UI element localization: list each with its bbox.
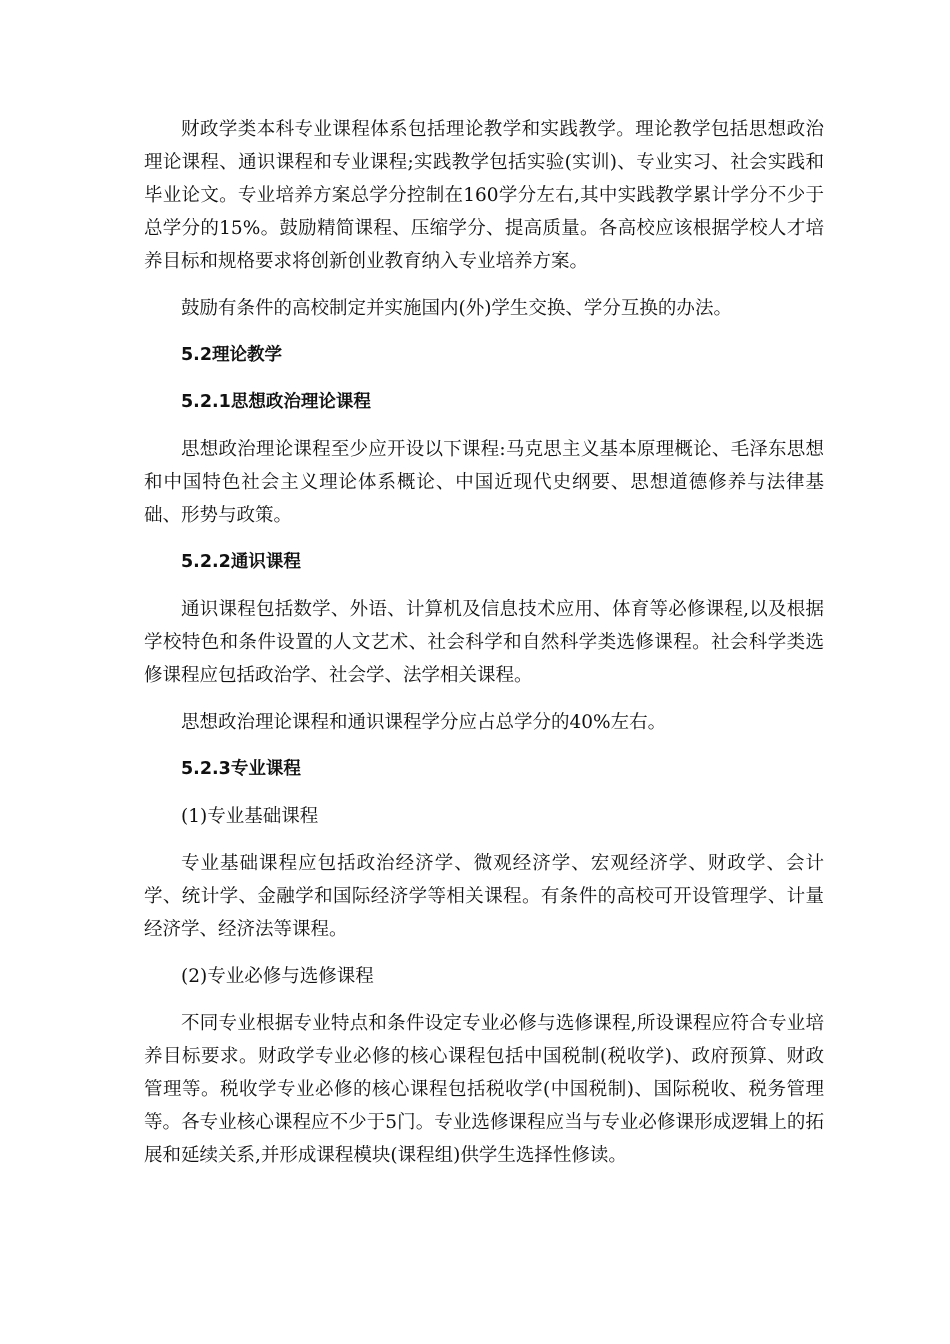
heading-5-2: 5.2理论教学 xyxy=(181,345,283,365)
paragraph-curriculum-system: 财政学类本科专业课程体系包括理论教学和实践教学。理论教学包括思想政治理论课程、通识课程和专业课程;实践教学包括实验(实训)、专业实习、社会实践和毕业论文。专业培养方案总学分控制在160学分左右,其中实践教学累计学分不少于总学分的15%。鼓励精简课程、压缩学分、提高质量。各高校应该根据学校人才培养目标和规格要求将创新创业教育纳入专业培养方案。 xyxy=(144,119,824,272)
heading-5-2-1: 5.2.1思想政治理论课程 xyxy=(181,392,371,412)
paragraph-basic-courses: 专业基础课程应包括政治经济学、微观经济学、宏观经济学、财政学、会计学、统计学、金融学和国际经济学等相关课程。有条件的高校可开设管理学、计量经济学、经济法等课程。 xyxy=(144,853,824,940)
paragraph-credit-share: 思想政治理论课程和通识课程学分应占总学分的40%左右。 xyxy=(181,712,667,733)
heading-5-2-3: 5.2.3专业课程 xyxy=(181,759,301,779)
paragraph-general-education: 通识课程包括数学、外语、计算机及信息技术应用、体育等必修课程,以及根据学校特色和条件设置的人文艺术、社会科学和自然科学类选修课程。社会科学类选修课程应包括政治学、社会学、法学相关课程。 xyxy=(144,599,824,686)
subheading-basic-courses: (1)专业基础课程 xyxy=(181,806,319,827)
paragraph-required-elective: 不同专业根据专业特点和条件设定专业必修与选修课程,所设课程应符合专业培养目标要求。财政学专业必修的核心课程包括中国税制(税收学)、政府预算、财政管理等。税收学专业必修的核心课程包括税收学(中国税制)、国际税收、税务管理等。各专业核心课程应不少于5门。专业选修课程应当与专业必修课形成逻辑上的拓展和延续关系,并形成课程模块(课程组)供学生选择性修读。 xyxy=(144,1013,824,1166)
document-body xyxy=(144,113,824,1186)
subheading-required-elective: (2)专业必修与选修课程 xyxy=(181,966,374,987)
paragraph-political-theory: 思想政治理论课程至少应开设以下课程:马克思主义基本原理概论、毛泽东思想和中国特色社会主义理论体系概论、中国近现代史纲要、思想道德修养与法律基础、形势与政策。 xyxy=(144,439,824,526)
paragraph-student-exchange: 鼓励有条件的高校制定并实施国内(外)学生交换、学分互换的办法。 xyxy=(181,298,732,319)
heading-5-2-2: 5.2.2通识课程 xyxy=(181,552,301,572)
